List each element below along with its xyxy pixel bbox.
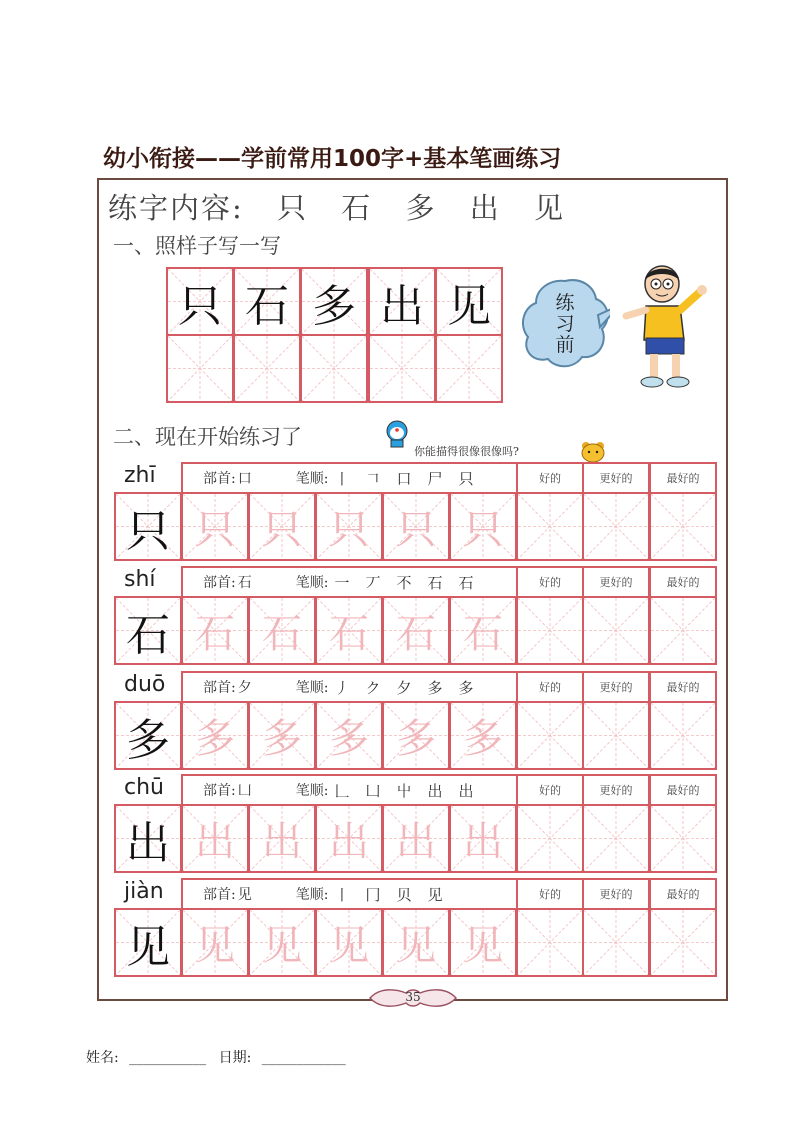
prompt-text: 你能描得很像很像吗? <box>414 445 519 458</box>
grid-character: 出 <box>262 819 302 865</box>
grid-guide-lines <box>518 806 582 871</box>
rating-header: 更好的 <box>582 566 650 596</box>
rating-header: 好的 <box>516 462 584 492</box>
content-label: 练字内容: <box>108 191 244 225</box>
trace-cell[interactable] <box>449 804 517 873</box>
content-char: 只 <box>277 191 309 225</box>
date-label: 日期: <box>218 1050 252 1066</box>
grid-character: 出 <box>463 819 503 865</box>
stroke-step: 丨 <box>334 469 350 488</box>
stroke-label: 笔顺: <box>295 471 329 487</box>
stroke-step: 出 <box>427 781 443 800</box>
grid-guide-lines <box>518 703 582 768</box>
rating-header: 好的 <box>516 566 584 596</box>
grid-character: 出 <box>396 819 436 865</box>
trace-cell[interactable] <box>382 804 450 873</box>
stroke-step: 冂 <box>365 885 381 904</box>
radical-value: 见 <box>237 887 252 903</box>
pinyin-label: shí <box>124 567 156 592</box>
model-character-cell[interactable] <box>114 908 182 977</box>
grid-character: 多 <box>312 280 356 332</box>
trace-cell[interactable] <box>449 596 517 665</box>
grid-guide-lines <box>584 494 648 559</box>
grid-guide-lines <box>584 806 648 871</box>
stroke-label: 笔顺: <box>295 887 329 903</box>
trace-cell[interactable] <box>181 701 249 770</box>
page-number: 35 <box>405 990 421 1004</box>
trace-cell[interactable] <box>248 804 316 873</box>
grid-character: 见 <box>262 923 302 969</box>
grid-character: 多 <box>262 716 302 762</box>
stroke-step: 屮 <box>396 781 412 800</box>
stroke-step: 不 <box>396 573 412 592</box>
practice-blank-cell[interactable] <box>649 492 717 561</box>
trace-cell[interactable] <box>382 701 450 770</box>
stroke-label: 笔顺: <box>295 575 329 591</box>
grid-character: 见 <box>329 923 369 969</box>
radical-value: 凵 <box>237 783 252 799</box>
practice-blank-cell[interactable] <box>582 596 650 665</box>
footer <box>86 1047 346 1067</box>
stroke-step: 口 <box>396 469 412 488</box>
trace-cell[interactable] <box>248 701 316 770</box>
rating-header: 好的 <box>516 671 584 701</box>
grid-character: 只 <box>178 280 222 332</box>
stroke-step: 丨 <box>334 885 350 904</box>
trace-cell[interactable] <box>449 908 517 977</box>
rating-header: 更好的 <box>582 774 650 804</box>
trace-cell[interactable] <box>315 492 383 561</box>
grid-guide-lines <box>584 598 648 663</box>
stroke-order-strip <box>181 671 518 701</box>
stroke-step: 出 <box>458 781 474 800</box>
trace-cell[interactable] <box>248 596 316 665</box>
grid-character: 出 <box>195 819 235 865</box>
stroke-order-strip <box>181 566 518 596</box>
radical-label: 部首: <box>203 575 236 591</box>
grid-guide-lines <box>584 703 648 768</box>
radical-label: 部首: <box>203 680 236 696</box>
section-1-heading: 一、照样子写一写 <box>113 234 281 258</box>
grid-guide-lines <box>651 910 715 975</box>
grid-character: 出 <box>126 817 170 869</box>
stroke-order-strip <box>181 878 518 908</box>
stroke-step: 见 <box>427 885 443 904</box>
trace-cell[interactable] <box>181 492 249 561</box>
grid-character: 见 <box>126 921 170 973</box>
grid-character: 只 <box>329 507 369 553</box>
grid-guide-lines <box>651 703 715 768</box>
radical-label: 部首: <box>203 887 236 903</box>
model-character-cell[interactable] <box>114 804 182 873</box>
section-2-heading: 二、现在开始练习了 <box>113 425 302 449</box>
grid-character: 多 <box>396 716 436 762</box>
radical-label: 部首: <box>203 783 236 799</box>
grid-guide-lines <box>651 494 715 559</box>
grid-guide-lines <box>651 598 715 663</box>
grid-character: 出 <box>380 280 424 332</box>
rating-header: 最好的 <box>649 774 717 804</box>
stroke-step: 石 <box>458 573 474 592</box>
grid-character: 多 <box>329 716 369 762</box>
grid-character: 多 <box>195 716 235 762</box>
trace-cell[interactable] <box>315 701 383 770</box>
radical-label: 部首: <box>203 471 236 487</box>
grid-character: 多 <box>126 714 170 766</box>
radical-value: 口 <box>237 471 252 487</box>
grid-character: 石 <box>463 611 503 657</box>
pinyin-label: zhī <box>124 463 156 488</box>
trace-cell[interactable] <box>181 804 249 873</box>
pinyin-label: duō <box>124 672 166 697</box>
pinyin-label: chū <box>124 775 164 800</box>
trace-cell[interactable] <box>248 492 316 561</box>
stroke-step: 一 <box>334 573 350 592</box>
grid-character: 只 <box>463 507 503 553</box>
trace-cell[interactable] <box>449 701 517 770</box>
bubble-char: 练 <box>555 292 575 314</box>
model-character-cell[interactable] <box>114 701 182 770</box>
practice-blank-cell[interactable] <box>582 701 650 770</box>
trace-cell[interactable] <box>382 492 450 561</box>
stroke-step: 丿 <box>334 678 350 697</box>
stroke-step: 尸 <box>427 469 443 488</box>
grid-character: 见 <box>463 923 503 969</box>
grid-character: 只 <box>396 507 436 553</box>
trace-cell[interactable] <box>449 492 517 561</box>
radical-value: 夕 <box>237 680 252 696</box>
grid-character: 见 <box>447 280 491 332</box>
rating-header: 更好的 <box>582 878 650 908</box>
worksheet-title: 幼小衔接——学前常用100字+基本笔画练习 <box>103 146 562 172</box>
name-label: 姓名: <box>86 1050 119 1066</box>
stroke-order-strip <box>181 462 518 492</box>
grid-character: 石 <box>126 609 170 661</box>
grid-character: 见 <box>195 923 235 969</box>
date-blank[interactable]: ____________ <box>261 1050 346 1066</box>
practice-blank-cell[interactable] <box>582 908 650 977</box>
grid-guide-lines <box>518 494 582 559</box>
grid-character: 只 <box>195 507 235 553</box>
trace-cell[interactable] <box>315 804 383 873</box>
grid-guide-lines <box>584 910 648 975</box>
stroke-step: 石 <box>427 573 443 592</box>
rating-header: 最好的 <box>649 671 717 701</box>
grid-character: 石 <box>262 611 302 657</box>
stroke-step: ク <box>365 678 381 697</box>
name-blank[interactable]: ___________ <box>129 1050 207 1066</box>
grid-guide-lines <box>651 806 715 871</box>
content-char: 出 <box>469 191 501 225</box>
grid-character: 石 <box>245 280 289 332</box>
trace-cell[interactable] <box>382 908 450 977</box>
rating-header: 好的 <box>516 878 584 908</box>
content-char: 见 <box>533 191 565 225</box>
practice-blank-cell[interactable] <box>582 492 650 561</box>
practice-blank-cell[interactable] <box>516 596 584 665</box>
trace-cell[interactable] <box>248 908 316 977</box>
grid-character: 石 <box>329 611 369 657</box>
trace-cell[interactable] <box>315 908 383 977</box>
bubble-char: 习 <box>555 313 575 335</box>
grid-character: 石 <box>195 611 235 657</box>
practice-blank-cell[interactable] <box>516 804 584 873</box>
trace-cell[interactable] <box>315 596 383 665</box>
trace-cell[interactable] <box>181 596 249 665</box>
stroke-order-strip <box>181 774 518 804</box>
content-char: 石 <box>341 191 373 225</box>
rating-header: 最好的 <box>649 566 717 596</box>
pinyin-label: jiàn <box>124 879 164 904</box>
stroke-step: 𠃊 <box>334 781 350 800</box>
stroke-step: 凵 <box>365 781 381 800</box>
grid-character: 出 <box>329 819 369 865</box>
practice-blank-cell[interactable] <box>516 908 584 977</box>
bubble-char: 前 <box>555 334 575 356</box>
rating-header: 最好的 <box>649 878 717 908</box>
practice-blank-cell[interactable] <box>582 804 650 873</box>
practice-blank-cell[interactable] <box>649 908 717 977</box>
rating-header: 最好的 <box>649 462 717 492</box>
practice-blank-cell[interactable] <box>516 492 584 561</box>
practice-blank-cell[interactable] <box>649 701 717 770</box>
stroke-label: 笔顺: <box>295 680 329 696</box>
stroke-step: 贝 <box>396 885 412 904</box>
practice-blank-cell[interactable] <box>516 701 584 770</box>
rating-header: 好的 <box>516 774 584 804</box>
radical-value: 石 <box>237 575 252 591</box>
stroke-step: 𠃍 <box>365 469 381 488</box>
stroke-step: 夕 <box>396 678 412 697</box>
stroke-step: 多 <box>458 678 474 697</box>
practice-blank-cell[interactable] <box>649 804 717 873</box>
rating-header: 更好的 <box>582 462 650 492</box>
trace-cell[interactable] <box>382 596 450 665</box>
grid-character: 石 <box>396 611 436 657</box>
model-character-cell[interactable] <box>114 492 182 561</box>
model-character-cell[interactable] <box>114 596 182 665</box>
rating-header: 更好的 <box>582 671 650 701</box>
stroke-label: 笔顺: <box>295 783 329 799</box>
page-number-badge <box>366 985 460 1011</box>
stroke-step: 丆 <box>365 573 381 592</box>
stroke-step: 只 <box>458 469 474 488</box>
trace-cell[interactable] <box>181 908 249 977</box>
stroke-step: 多 <box>427 678 443 697</box>
practice-blank-cell[interactable] <box>649 596 717 665</box>
content-char: 多 <box>405 191 437 225</box>
grid-guide-lines <box>518 598 582 663</box>
grid-character: 只 <box>262 507 302 553</box>
grid-character: 多 <box>463 716 503 762</box>
grid-guide-lines <box>518 910 582 975</box>
grid-character: 只 <box>126 505 170 557</box>
grid-character: 见 <box>396 923 436 969</box>
